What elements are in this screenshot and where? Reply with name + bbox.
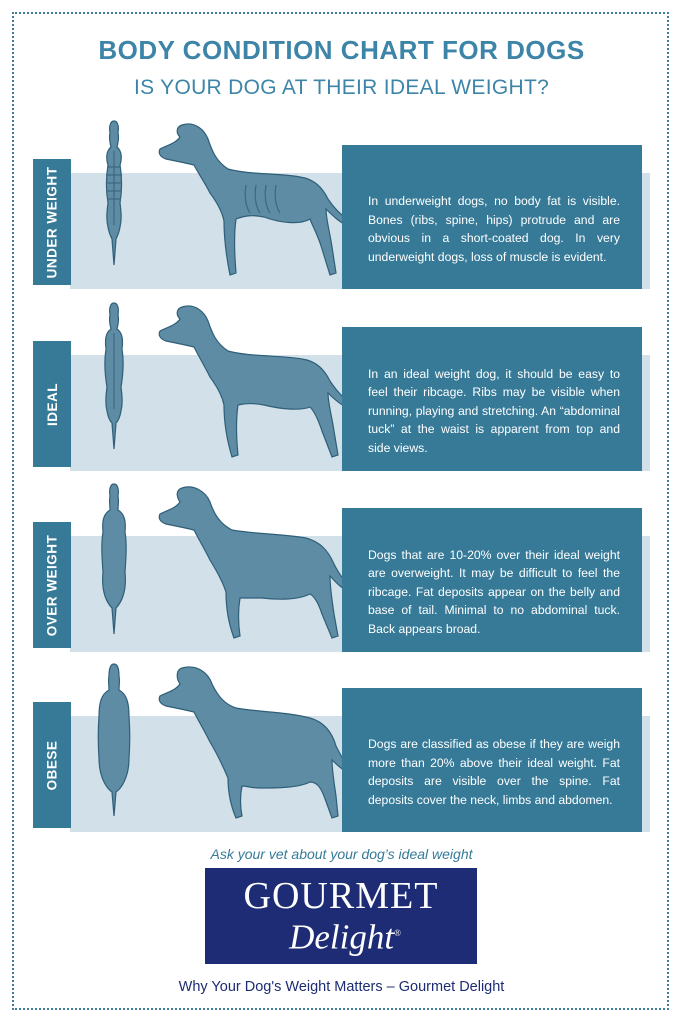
condition-label-box xyxy=(33,702,71,828)
page-title: BODY CONDITION CHART FOR DOGS xyxy=(98,35,585,65)
condition-label: UNDER WEIGHT xyxy=(44,166,60,278)
condition-description: In underweight dogs, no body fat is visible. Bones (ribs, spine, hips) protrude and are obvious in a short-coated dog. In very underweight dogs, loss of muscle is evident. xyxy=(368,194,620,264)
condition-row-underweight xyxy=(0,145,683,300)
condition-label-box xyxy=(33,341,71,467)
condition-label: OVER WEIGHT xyxy=(44,534,60,636)
condition-description-box xyxy=(342,688,642,832)
condition-label: IDEAL xyxy=(44,382,60,426)
condition-description: Dogs that are 10-20% over their ideal weight are overweight. It may be difficult to feel the ribcage. Fat deposits appear on the belly and base of tail. Minimal to no abdominal tuck. Back appears broad. xyxy=(368,547,620,636)
condition-description-box xyxy=(342,327,642,471)
condition-description: Dogs are classified as obese if they are weigh more than 20% above their ideal weight. Fat deposits are visible over the spine. Fat deposits cover the neck, limbs and abdomen. xyxy=(368,737,620,807)
dog-side-view-icon xyxy=(150,478,360,653)
condition-row-ideal xyxy=(0,327,683,482)
condition-label: OBESE xyxy=(44,740,60,790)
condition-description-box xyxy=(342,145,642,289)
dog-side-view-icon xyxy=(150,297,360,472)
condition-row-obese xyxy=(0,688,683,843)
logo-line-2: Delight® xyxy=(289,917,401,957)
dog-top-view-icon xyxy=(92,115,136,295)
page-subtitle: IS YOUR DOG AT THEIR IDEAL WEIGHT? xyxy=(133,76,550,99)
gourmet-delight-logo xyxy=(205,868,477,964)
condition-label-box xyxy=(33,159,71,285)
condition-row-overweight xyxy=(0,508,683,663)
dog-side-view-icon xyxy=(150,115,360,290)
logo-line-1: GOURMET xyxy=(243,874,439,917)
condition-description-box xyxy=(342,508,642,652)
condition-label-box xyxy=(33,522,71,648)
condition-description: In an ideal weight dog, it should be easy to feel their ribcage. Ribs may be visible when running, playing and stretching. An “abdominal tuck” at the waist is apparent from top and side views. xyxy=(368,366,620,455)
dog-top-view-icon xyxy=(92,658,136,838)
footer-caption: Why Your Dog's Weight Matters – Gourmet Delight xyxy=(178,979,505,995)
dog-top-view-icon xyxy=(92,297,136,477)
vet-note: Ask your vet about your dog’s ideal weight xyxy=(210,846,473,862)
dog-side-view-icon xyxy=(150,658,360,833)
dog-top-view-icon xyxy=(92,478,136,658)
